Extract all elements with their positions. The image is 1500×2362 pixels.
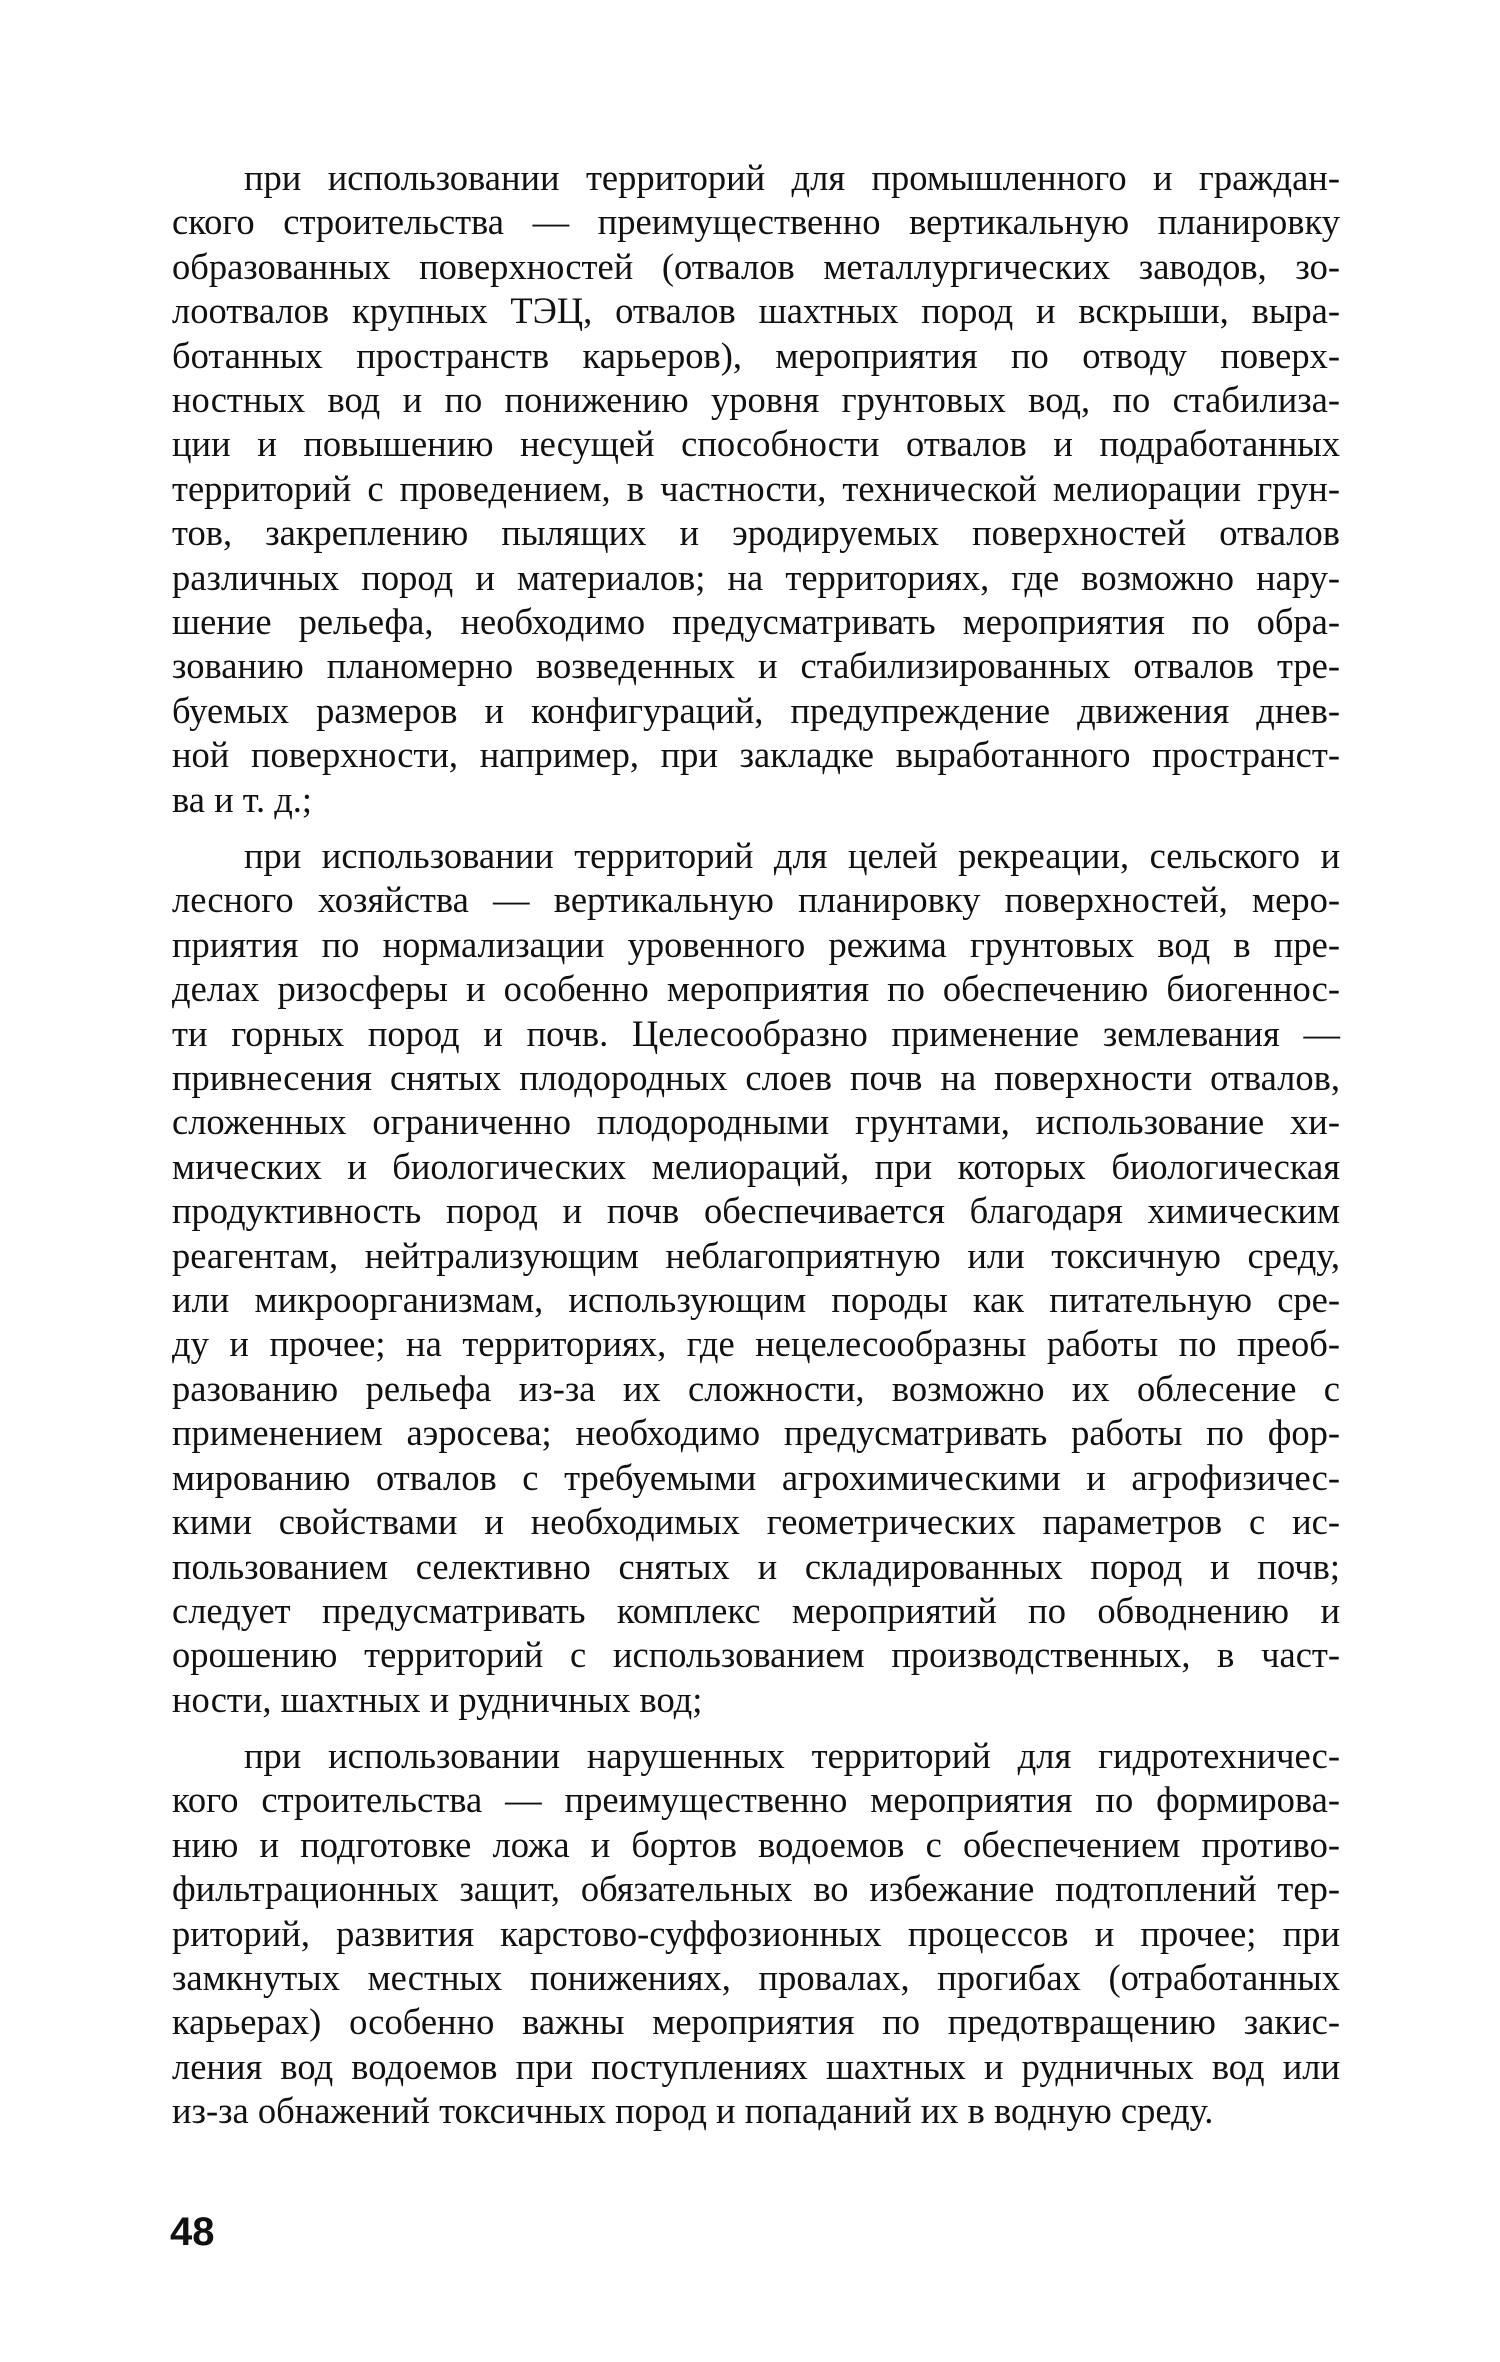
text-line: продуктивность пород и почв обеспечивается благодаря химическим xyxy=(172,1190,1340,1232)
text-line: ва и т. д.; xyxy=(172,778,313,820)
text-line: ботанных пространств карьеров), мероприятия по отводу поверх- xyxy=(172,334,1340,376)
paragraph-hydrotechnical-use xyxy=(172,1734,1340,2134)
text-line: карьерах) особенно важны мероприятия по предотвращению закис- xyxy=(172,2001,1340,2043)
text-line: различных пород и материалов; на территориях, где возможно нару- xyxy=(172,556,1340,598)
text-line: при использовании нарушенных территорий для гидротехничес- xyxy=(244,1735,1340,1776)
text-line: ности, шахтных и рудничных вод; xyxy=(172,1678,703,1720)
text-line: буемых размеров и конфигураций, предупреждение движения днев- xyxy=(172,689,1340,731)
text-line: фильтрационных защит, обязательных во избежание подтоплений тер- xyxy=(172,1868,1340,1910)
text-line: территорий с проведением, в частности, технической мелиорации грун- xyxy=(172,467,1340,509)
text-line: кого строительства — преимущественно мероприятия по формирова- xyxy=(172,1779,1340,1821)
text-line: орошению территорий с использованием производственных, в част- xyxy=(172,1634,1340,1676)
text-line: привнесения снятых плодородных слоев почв на поверхности отвалов, xyxy=(172,1057,1340,1099)
text-line: при использовании территорий для промышленного и граждан- xyxy=(244,157,1340,198)
text-line: из-за обнажений токсичных пород и попаданий их в водную среду. xyxy=(172,2090,1214,2132)
text-line: ции и повышению несущей способности отвалов и подработанных xyxy=(172,423,1340,465)
text-line: приятия по нормализации уровенного режима грунтовых вод в пре- xyxy=(172,923,1340,965)
text-line: делах ризосферы и особенно мероприятия по обеспечению биогеннос- xyxy=(172,968,1340,1010)
text-line: образованных поверхностей (отвалов металлургических заводов, зо- xyxy=(172,245,1340,287)
text-line: применением аэросева; необходимо предусматривать работы по фор- xyxy=(172,1412,1340,1454)
text-line: следует предусматривать комплекс мероприятий по обводнению и xyxy=(172,1589,1340,1631)
paragraph-industrial-use xyxy=(172,156,1340,822)
text-line: мических и биологических мелиораций, при которых биологическая xyxy=(172,1145,1340,1187)
text-line: ления вод водоемов при поступлениях шахтных и рудничных вод или xyxy=(172,2045,1340,2087)
text-line: или микроорганизмам, использующим породы как питательную сре- xyxy=(172,1279,1340,1321)
text-line: замкнутых местных понижениях, провалах, прогибах (отработанных xyxy=(172,1957,1340,1999)
page-number: 48 xyxy=(170,2210,215,2254)
text-line: пользованием селективно снятых и складированных пород и почв; xyxy=(172,1545,1340,1587)
text-line: ти горных пород и почв. Целесообразно применение землевания — xyxy=(172,1012,1340,1054)
text-line: мированию отвалов с требуемыми агрохимическими и агрофизичес- xyxy=(172,1456,1340,1498)
text-line: лесного хозяйства — вертикальную планировку поверхностей, меро- xyxy=(172,879,1340,921)
text-line: шение рельефа, необходимо предусматривать мероприятия по обра- xyxy=(172,601,1340,643)
text-line: кими свойствами и необходимых геометрических параметров с ис- xyxy=(172,1501,1340,1543)
text-line: лоотвалов крупных ТЭЦ, отвалов шахтных пород и вскрыши, выра- xyxy=(172,290,1340,332)
text-line: зованию планомерно возведенных и стабилизированных отвалов тре- xyxy=(172,645,1340,687)
text-line: риторий, развития карстово-суффозионных процессов и прочее; при xyxy=(172,1912,1340,1954)
text-line: при использовании территорий для целей рекреации, сельского и xyxy=(244,835,1340,876)
text-line: реагентам, нейтрализующим неблагоприятную или токсичную среду, xyxy=(172,1234,1340,1276)
paragraph-recreation-use xyxy=(172,834,1340,1722)
text-line: ностных вод и по понижению уровня грунтовых вод, по стабилиза- xyxy=(172,379,1340,421)
text-line: ной поверхности, например, при закладке выработанного пространст- xyxy=(172,734,1340,776)
text-line: ду и прочее; на территориях, где нецелесообразны работы по преоб- xyxy=(172,1323,1340,1365)
text-line: сложенных ограниченно плодородными грунтами, использование хи- xyxy=(172,1101,1340,1143)
text-line: нию и подготовке ложа и бортов водоемов с обеспечением противо- xyxy=(172,1823,1340,1865)
text-line: ского строительства — преимущественно вертикальную планировку xyxy=(172,201,1340,243)
text-line: тов, закреплению пылящих и эродируемых поверхностей отвалов xyxy=(172,512,1340,554)
text-line: разованию рельефа из-за их сложности, возможно их облесение с xyxy=(172,1367,1340,1409)
